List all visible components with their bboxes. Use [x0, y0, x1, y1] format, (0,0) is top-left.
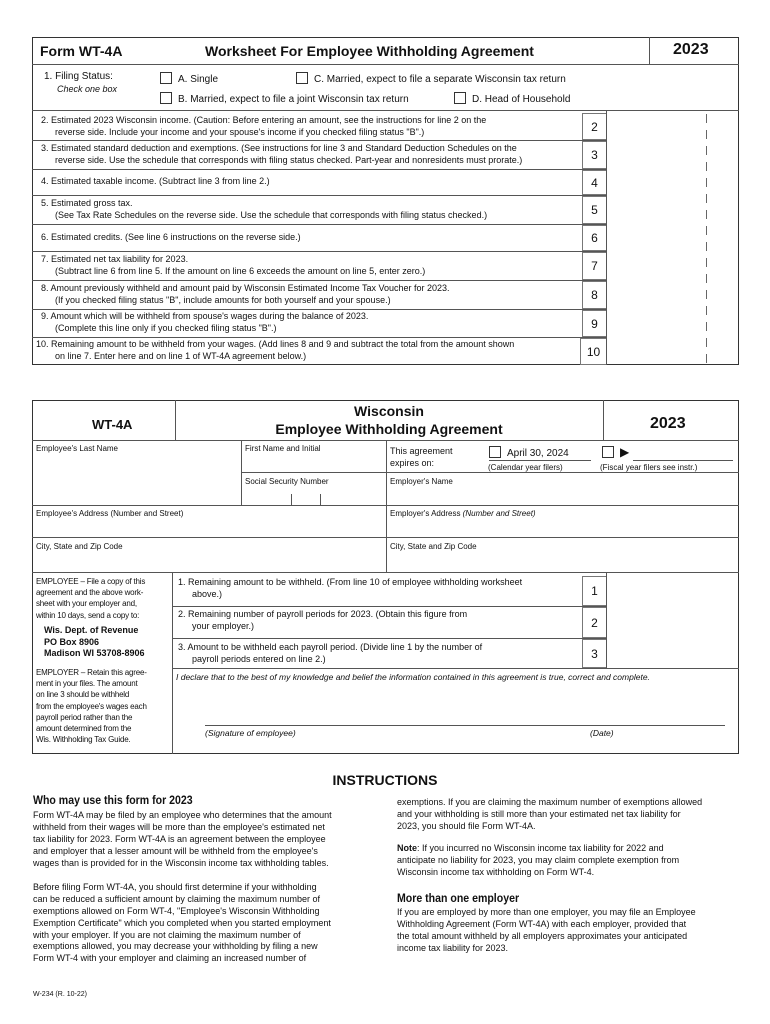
filing-status-c-checkbox[interactable] [296, 72, 308, 84]
agreement-title-line-1: Wisconsin [354, 403, 424, 419]
agreement-title-line-2: Employee Withholding Agreement [275, 421, 503, 437]
dash-segment [706, 354, 707, 363]
date-label: (Date) [590, 728, 614, 738]
agreement-item-1-text: 1. Remaining amount to be withheld. (From line 10 of employee withholding worksheet above.) [178, 577, 523, 599]
dash-segment [706, 210, 707, 219]
dash-segment [706, 178, 707, 187]
worksheet-line-3-number: 3 [582, 141, 606, 169]
agreement-item-2-number: 2 [582, 607, 606, 638]
employee-last-name-label: Employee's Last Name [36, 444, 119, 453]
fiscal-year-filers: (Fiscal year filers see instr.) [600, 463, 698, 472]
dash-segment [706, 338, 707, 347]
filing-status-c-label: C. Married, expect to file a separate Wisconsin tax return [314, 74, 566, 85]
dash-segment [706, 114, 707, 123]
dash-segment [706, 242, 707, 251]
worksheet-line-7-text: 7. Estimated net tax liability for 2023. (Subtract line 6 from line 5. If the amount on line 6 exceeds the amount on line 5, enter zero.) [41, 254, 426, 276]
worksheet-divider [32, 337, 606, 338]
signature-line [205, 725, 725, 726]
filing-status-a-label: A. Single [178, 74, 219, 85]
agreement-amount-field-2[interactable] [607, 607, 737, 638]
worksheet-divider [32, 251, 606, 252]
agreement-year: 2023 [650, 415, 686, 432]
employee-city-label: City, State and Zip Code [36, 542, 123, 551]
employee-last-name-field[interactable] [32, 455, 241, 505]
employee-address-label: Employee's Address (Number and Street) [36, 509, 184, 518]
agreement-item-divider [172, 638, 606, 639]
dash-segment [706, 258, 707, 267]
declaration: I declare that to the best of my knowledge and belief the information contained in this agreement is true, correct and complete. [176, 672, 650, 682]
form-revision-footer: W-234 (R. 10-22) [33, 991, 87, 998]
ssn-separator-2 [320, 494, 321, 505]
worksheet-divider [32, 280, 606, 281]
worksheet-amount-column [606, 110, 607, 365]
dash-segment [706, 306, 707, 315]
filing-status-a-checkbox[interactable] [160, 72, 172, 84]
employer-address-field[interactable] [387, 520, 739, 537]
more-than-one-employer-heading: More than one employer [397, 891, 520, 905]
worksheet-line-9-number: 9 [582, 310, 606, 337]
employee-address-field[interactable] [32, 520, 386, 537]
filing-status-b-label: B. Married, expect to file a joint Wisconsin tax return [178, 94, 409, 105]
worksheet-divider [32, 140, 606, 141]
worksheet-line-3-text: 3. Estimated standard deduction and exemptions. (See instructions for line 3 and Standard Deduction Schedules on the reverse side. Use the schedule that corresponds with filing status checked. Part-year and nonresidents must prorate.) [41, 143, 523, 165]
agreement-amount-field-1[interactable] [607, 576, 737, 606]
worksheet-line-7-number: 7 [582, 252, 606, 280]
worksheet-line-4-number: 4 [582, 170, 606, 195]
fiscal-year-date-field[interactable] [633, 447, 733, 461]
worksheet-line-10-number: 10 [580, 338, 606, 365]
note-paragraph: Note: If you incurred no Wisconsin income tax liability for 2022 and anticipate no liability for 2023, you may claim complete exemption from Wisconsin income tax withholding on Form WT-4. [397, 843, 680, 877]
employer-name-field[interactable] [387, 488, 739, 505]
filing-status-sub: Check one box [57, 84, 118, 94]
dash-segment [706, 226, 707, 235]
worksheet-line-2-text: 2. Estimated 2023 Wisconsin income. (Caution: Before entering an amount, see the instructions for line 2 on the reverse side. Include your income and your spouse's income if you checked filing status "B".) [41, 115, 487, 137]
expires-date: April 30, 2024 [507, 448, 569, 459]
worksheet-title: Worksheet For Employee Withholding Agreement [205, 43, 534, 59]
worksheet-line-8-number: 8 [582, 281, 606, 309]
first-name-label: First Name and Initial [245, 444, 321, 453]
ssn-row-top [241, 472, 739, 473]
agreement-item-3-text: 3. Amount to be withheld each payroll period. (Divide line 1 by the number of payroll periods entered on line 2.) [178, 642, 483, 664]
worksheet-divider [32, 169, 606, 170]
exemptions-paragraph: exemptions. If you are claiming the maximum number of exemptions allowed and your withholding is still more than your estimated net tax liability for 2023, you should file Form WT-4A. [397, 797, 703, 831]
fiscal-year-checkbox[interactable] [602, 446, 614, 458]
signature-label: (Signature of employee) [205, 728, 296, 738]
worksheet-header-divider [32, 64, 739, 65]
worksheet-line-5-number: 5 [582, 196, 606, 224]
note-label: Note [397, 843, 417, 853]
employee-note: EMPLOYEE – File a copy of this agreement and the above work- sheet with your employer and, within 10 days, send a copy to: [36, 577, 146, 620]
arrow-right-icon: ▶ [620, 445, 630, 459]
worksheet-line-8-text: 8. Amount previously withheld and amount paid by Wisconsin Estimated Income Tax Voucher for 2023. (If you checked filing status "B", include amounts for both yourself and your spouse.) [41, 283, 450, 305]
worksheet-form-label: Form WT-4A [40, 43, 123, 59]
worksheet-line-10-text: 10. Remaining amount to be withheld from your wages. (Add lines 8 and 9 and subtract the total from the amount shown on line 7. Enter here and on line 1 of WT-4A agreement below.) [36, 339, 515, 361]
more-than-one-employer-paragraph: If you are employed by more than one employer, you may file an Employee Withholding Agreement (Form WT-4A) with each employer, provided that the total amount withheld by all employers approximates your anticipated income tax liability for 2023. [397, 907, 696, 953]
agreement-item-divider [172, 606, 606, 607]
worksheet-line-6-number: 6 [582, 225, 606, 251]
dash-segment [706, 130, 707, 139]
employer-name-label: Employer's Name [390, 477, 453, 486]
dash-segment [706, 274, 707, 283]
instructions-heading: INSTRUCTIONS [332, 772, 438, 788]
agreement-item-1-number: 1 [582, 576, 606, 606]
filing-status-b-checkbox[interactable] [160, 92, 172, 104]
dash-segment [706, 290, 707, 299]
worksheet-line-9-text: 9. Amount which will be withheld from spouse's wages during the balance of 2023. (Complete this line only if you checked filing status "B".) [41, 311, 369, 333]
first-name-field[interactable] [242, 455, 386, 472]
employer-city-field[interactable] [387, 553, 739, 572]
worksheet-divider [32, 224, 606, 225]
employer-note: EMPLOYER – Retain this agree- ment in your files. The amount on line 3 should be withheld from the employee's wages each payroll period rather than the amount determined from the Wis. Withholding Tax Guide. [36, 668, 147, 745]
dash-segment [706, 162, 707, 171]
dash-segment [706, 194, 707, 203]
expires-date-underline [489, 460, 591, 461]
who-may-use-paragraph-2: Before filing Form WT-4A, you should first determine if your withholding can be reduced a sufficient amount by claiming the maximum number of exemptions allowed on Form WT-4, "Employee's Wisconsin Withholding Exemption Certificate" which you completed when you started employment with your employer. If you are not claiming the maximum number of exemptions allowed, you may decrease your withholding by filing a new Form WT-4 with your employer and claiming an increased number of [33, 882, 331, 964]
agreement-header-divider-right [603, 400, 604, 440]
worksheet-line-5-text: 5. Estimated gross tax. (See Tax Rate Schedules on the reverse side. Use the schedule that corresponds with filing status checked.) [41, 198, 488, 220]
worksheet-year: 2023 [673, 41, 709, 58]
calendar-year-checkbox[interactable] [489, 446, 501, 458]
worksheet-divider [32, 195, 606, 196]
ssn-separator-1 [291, 494, 292, 505]
signature-field[interactable] [205, 704, 725, 725]
dash-segment [706, 146, 707, 155]
worksheet-year-divider [649, 37, 650, 64]
agreement-items-bottom [172, 668, 739, 669]
employee-city-field[interactable] [32, 553, 386, 572]
employer-city-label: City, State and Zip Code [390, 542, 477, 551]
worksheet-divider [32, 309, 606, 310]
agreement-item-3-number: 3 [582, 639, 606, 668]
city-row-top [32, 537, 739, 538]
calendar-year-filers: (Calendar year filers) [488, 463, 563, 472]
ssn-label: Social Security Number [245, 477, 329, 486]
agreement-item-2-text: 2. Remaining number of payroll periods for 2023. (Obtain this figure from your employer.) [178, 609, 468, 631]
note-column-divider [172, 572, 173, 754]
expires-label: This agreement expires on: [390, 446, 453, 468]
worksheet-divider-filing [32, 110, 739, 111]
dept-address: Wis. Dept. of Revenue PO Box 8906 Madison WI 53708-8906 [44, 625, 145, 659]
agreement-amount-field-3[interactable] [607, 639, 737, 668]
dash-segment [706, 322, 707, 331]
who-may-use-paragraph-1: Form WT-4A may be filed by an employee who determines that the amount withheld from their wages will be more than the employee's estimated net tax liability for 2023. Form WT-4A is an agreement between the employee and employer that a lesser amount will be withheld from the employee's wages than is provided for in the Wisconsin income tax withholding tables. [33, 810, 332, 868]
worksheet-line-4-text: 4. Estimated taxable income. (Subtract line 3 from line 2.) [41, 176, 270, 186]
who-may-use-heading: Who may use this form for 2023 [33, 793, 193, 807]
agreement-form-label: WT-4A [92, 417, 133, 432]
filing-status-d-checkbox[interactable] [454, 92, 466, 104]
city-row-bottom [32, 572, 739, 573]
employer-address-label: Employer's Address (Number and Street) [390, 509, 536, 518]
worksheet-line-2-number: 2 [582, 113, 606, 140]
worksheet-line-6-text: 6. Estimated credits. (See line 6 instructions on the reverse side.) [41, 232, 301, 242]
filing-status-label: 1. Filing Status: [44, 71, 113, 82]
ssn-field[interactable] [242, 488, 386, 505]
filing-status-d-label: D. Head of Household [472, 94, 571, 105]
